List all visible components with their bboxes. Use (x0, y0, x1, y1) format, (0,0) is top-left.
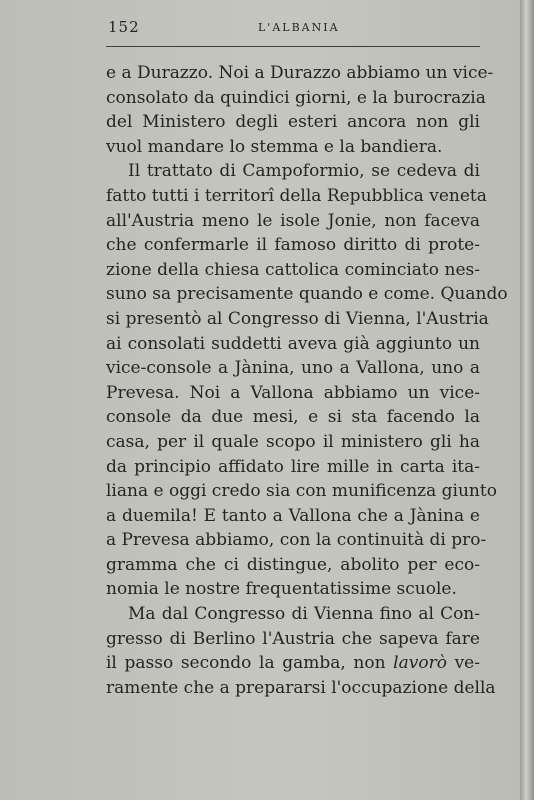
text-line: gresso di Berlino l'Austria che sapeva fare (106, 628, 480, 649)
text-line: si presentò al Congresso di Vienna, l'Austria (106, 308, 489, 329)
text-line-with-italic (106, 651, 480, 676)
text-line: consolato da quindici giorni, e la burocrazia (106, 87, 486, 108)
text-line: che confermarle il famoso diritto di prote- (106, 235, 480, 256)
text-line: liana e oggi credo sia con munificenza giunto (106, 481, 497, 502)
text-line: all'Austria meno le isole Jonie, non faceva (106, 210, 480, 231)
text-line: gramma che ci distingue, abolito per eco- (106, 554, 480, 575)
header-rule (106, 46, 480, 47)
text-line: da principio affidato lire mille in carta ita- (106, 456, 480, 477)
text-line: suno sa precisamente quando e come. Quando (106, 284, 508, 305)
text-line: vice-console a Jànina, uno a Vallona, uno a (106, 358, 480, 379)
text-line: zione della chiesa cattolica cominciato nes- (106, 259, 480, 280)
text-line: ai consolati suddetti aveva già aggiunto un (106, 333, 480, 354)
body-text (106, 61, 508, 700)
text-run: ve- (454, 653, 480, 674)
running-title: L'ALBANIA (258, 21, 340, 34)
page-header (108, 18, 480, 40)
text-line: del Ministero degli esteri ancora non gli (106, 112, 480, 133)
text-line: ramente che a prepararsi l'occupazione della (106, 677, 496, 698)
text-line: a duemila! E tanto a Vallona che a Jànina e (106, 505, 480, 526)
text-line: casa, per il quale scopo il ministero gli ha (106, 431, 480, 452)
text-line: nomia le nostre frequentatissime scuole. (106, 579, 457, 600)
page-edge (520, 0, 534, 800)
text-line: Prevesa. Noi a Vallona abbiamo un vice- (106, 382, 480, 403)
text-line: console da due mesi, e si sta facendo la (106, 407, 480, 428)
text-line: e a Durazzo. Noi a Durazzo abbiamo un vice- (106, 63, 494, 83)
text-run: il passo secondo la gamba, non (106, 653, 386, 674)
text-line: Il trattato di Campoformio, se cedeva di (128, 161, 480, 182)
text-line: a Prevesa abbiamo, con la continuità di pro- (106, 530, 487, 551)
italic-word: lavorò (393, 653, 447, 674)
text-line: fatto tutti i territorî della Repubblica veneta (106, 185, 487, 206)
text-line: vuol mandare lo stemma e la bandiera. (106, 136, 443, 157)
page-number: 152 (108, 18, 140, 36)
text-line: Ma dal Congresso di Vienna fino al Con- (128, 604, 480, 625)
